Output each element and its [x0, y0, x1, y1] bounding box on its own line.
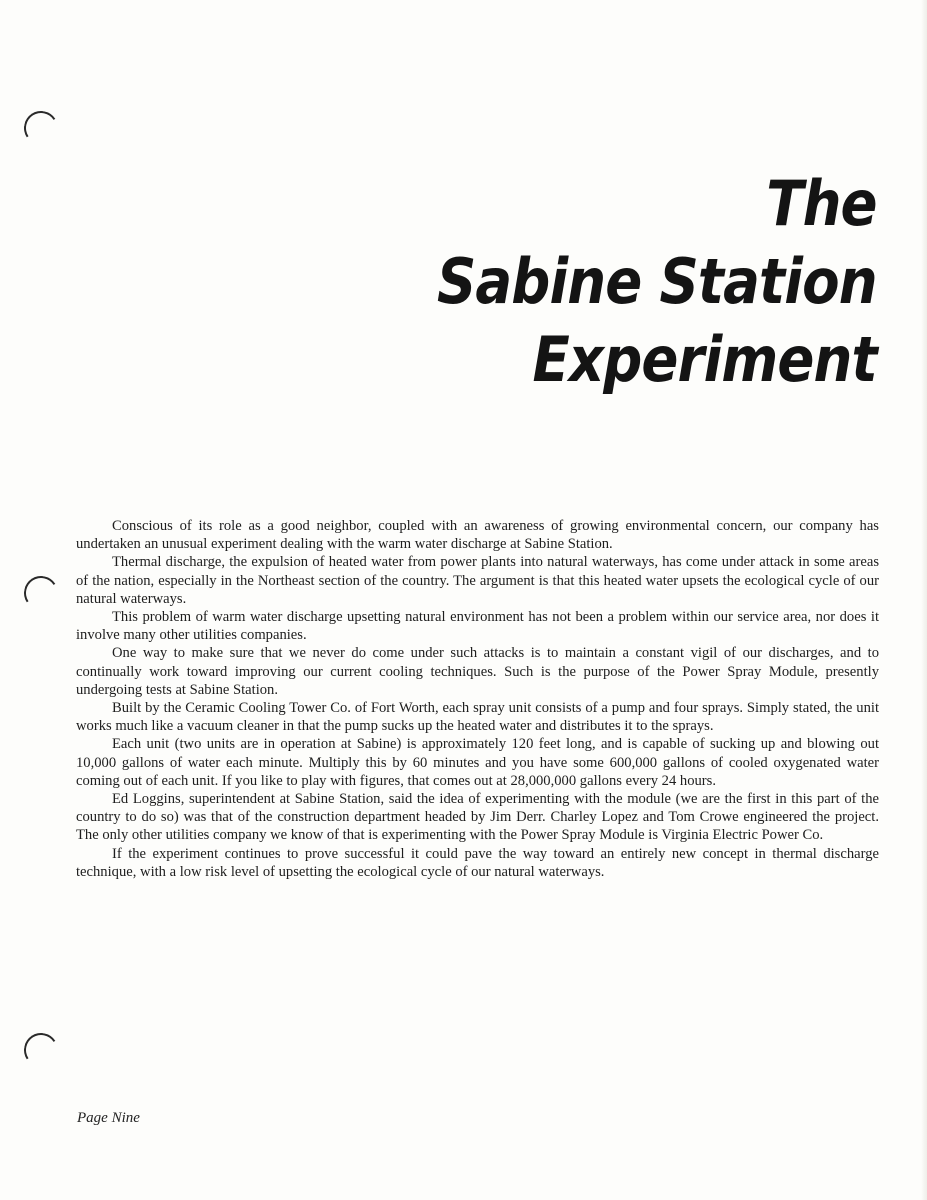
article-body: [76, 517, 879, 881]
article-paragraph-7: Ed Loggins, superintendent at Sabine Station, said the idea of experimenting with the module (we are the first in this part of the country to do so) was that of the construction department headed by Jim Derr. Charley Lopez and Tom Crowe engineered the project. The only other utilities company we know of that is experimenting with the Power Spray Module is Virginia Electric Power Co.: [76, 791, 879, 844]
binder-hole-mark-bottom: [21, 1030, 61, 1070]
article-paragraph-2: Thermal discharge, the expulsion of heated water from power plants into natural waterways, has come under attack in some areas of the nation, especially in the Northeast section of the country. The argument is that this heated water upsets the ecological cycle of our natural waterways.: [76, 554, 879, 607]
title-line-2: Sabine Station: [437, 245, 877, 318]
title-line-1: The: [766, 167, 877, 240]
article-paragraph-8: If the experiment continues to prove successful it could pave the way toward an entirely new concept in thermal discharge technique, with a low risk level of upsetting the ecological cycle of our natural waterways.: [76, 845, 879, 880]
page-edge-shadow: [921, 0, 927, 1200]
article-paragraph-5: Built by the Ceramic Cooling Tower Co. of Fort Worth, each spray unit consists of a pump and four sprays. Simply stated, the unit works much like a vacuum cleaner in that the pump sucks up the heated water and distributes it to the sprays.: [76, 700, 879, 735]
binder-hole-mark-top: [21, 108, 61, 148]
page-number: Page Nine: [77, 1110, 140, 1126]
article-paragraph-1: Conscious of its role as a good neighbor, coupled with an awareness of growing environmental concern, our company has undertaken an unusual experiment dealing with the warm water discharge at Sabine Station.: [76, 518, 879, 553]
title-line-3: Experiment: [532, 323, 877, 396]
article-paragraph-6: Each unit (two units are in operation at Sabine) is approximately 120 feet long, and is capable of sucking up and blowing out 10,000 gallons of water each minute. Multiply this by 60 minutes and you have some 600,000 gallons of cooled oxygenated water coming out of each unit. If you like to play with figures, that comes out at 28,000,000 gallons every 24 hours.: [76, 736, 879, 789]
article-paragraph-3: This problem of warm water discharge upsetting natural environment has not been a problem within our service area, nor does it involve many other utilities companies.: [76, 609, 879, 644]
binder-hole-mark-middle: [21, 573, 61, 613]
article-title: [437, 165, 877, 399]
article-paragraph-4: One way to make sure that we never do come under such attacks is to maintain a constant vigil of our discharges, and to continually work toward improving our current cooling techniques. Such is the purpose of the Power Spray Module, presently undergoing tests at Sabine Station.: [76, 645, 879, 698]
